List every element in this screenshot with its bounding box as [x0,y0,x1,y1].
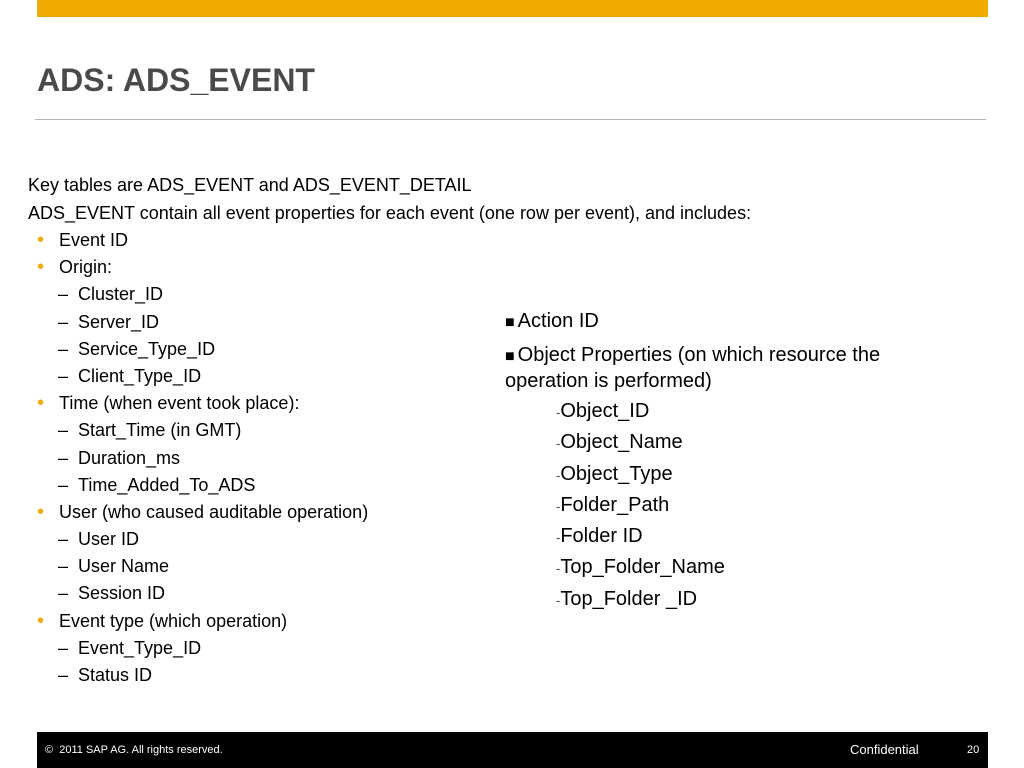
bullet-dot-icon: • [37,609,45,632]
bullet-dot-icon: • [37,256,45,279]
bullet-text: Event ID [59,230,129,250]
bullet-text: Client_Type_ID [78,365,202,386]
footer-bar [37,732,988,768]
bullet-text: Cluster_ID [78,284,164,305]
intro-line-ads-event: ADS_EVENT contain all event properties for each event (one row per event), and includes: [28,203,752,223]
bullet-item [0,501,480,528]
dash-marker: – [58,474,69,495]
object-sub-item [556,399,975,430]
copyright-notice [45,744,223,756]
bullet-text: Service_Type_ID [78,338,216,359]
page-number: 20 [967,744,980,756]
title-divider [35,119,986,120]
bullet-text: Duration_ms [78,447,181,468]
bullet-text: Time (when event took place): [59,393,300,414]
dash-marker: - [556,530,561,546]
object-properties-text: Object Properties (on which resource the operation is performed) [505,344,881,392]
object-sub-item [556,555,975,586]
bullet-text: Event type (which operation) [59,610,288,631]
sub-bullet-item [0,474,480,501]
object-sub-item-text: Object_Name [560,431,683,454]
right-bullet-list [505,309,975,618]
accent-bar [37,0,988,17]
object-sub-item-text: Folder_Path [560,493,670,516]
dash-marker: - [556,405,561,420]
sub-bullet-item [0,637,480,664]
sub-bullet-item [0,283,480,310]
object-properties-item [505,343,965,393]
object-sub-item-text: Object_Type [560,462,673,485]
object-sub-item-text: Top_Folder_Name [560,556,725,579]
dash-marker: – [58,365,69,386]
bullet-item [0,392,480,419]
bullet-text: Time_Added_To_ADS [78,474,256,495]
dash-marker: – [58,284,69,305]
object-sub-item-text: Top_Folder _ID [560,587,698,610]
dash-marker: – [58,338,69,359]
sub-bullet-item [0,311,480,338]
bullet-dot-icon: • [37,392,45,415]
confidential-label: Confidential [850,742,919,757]
dash-marker: - [556,436,561,452]
dash-marker: – [58,447,69,468]
bullet-text: Session ID [78,583,166,604]
action-id-text: Action ID [517,310,599,332]
sub-bullet-item [0,419,480,446]
dash-marker: – [58,311,69,332]
sub-bullet-item [0,555,480,582]
bullet-text: Start_Time (in GMT) [78,420,242,441]
copyright-text: 2011 SAP AG. All rights reserved. [59,744,223,756]
object-sub-item [556,462,975,493]
bullet-item [0,256,480,283]
sub-bullet-item [0,447,480,474]
sub-bullet-item [0,664,480,691]
bullet-text: Status ID [78,665,153,685]
bullet-dot-icon: • [37,500,45,523]
square-bullet-icon: ■ [505,348,515,365]
object-sub-item [556,587,975,618]
bullet-text: Origin: [59,257,113,278]
sub-bullet-item [0,528,480,555]
action-id-item [505,309,975,335]
dash-marker: – [58,556,69,577]
copyright-symbol: © [45,744,54,756]
dash-marker: - [556,467,561,483]
bullet-dot-icon: • [37,229,45,251]
square-bullet-icon: ■ [505,314,515,331]
dash-marker: - [556,498,561,514]
object-sub-item [556,524,975,555]
dash-marker: - [556,592,561,608]
dash-marker: – [58,583,69,604]
bullet-text: User Name [78,556,170,577]
object-properties-sublist [505,399,975,618]
dash-marker: – [58,665,69,685]
sub-bullet-item [0,338,480,365]
dash-marker: – [58,529,69,550]
sub-bullet-item [0,365,480,392]
bullet-text: User (who caused auditable operation) [59,501,369,522]
dash-marker: – [58,637,69,658]
object-sub-item [556,493,975,524]
dash-marker: - [556,561,561,577]
object-sub-item-text: Folder ID [560,525,643,548]
bullet-text: User ID [78,529,140,550]
object-sub-item [556,430,975,461]
intro-line-key-tables: Key tables are ADS_EVENT and ADS_EVENT_DETAIL [28,175,472,195]
object-sub-item-text: Object_ID [560,400,650,422]
sub-bullet-item [0,582,480,609]
bullet-item [0,610,480,637]
dash-marker: – [58,420,69,441]
slide-title: ADS: ADS_EVENT [37,62,315,98]
bullet-text: Event_Type_ID [78,637,202,658]
bullet-text: Server_ID [78,311,160,332]
bullet-item [0,229,480,256]
left-bullet-list [0,229,480,691]
